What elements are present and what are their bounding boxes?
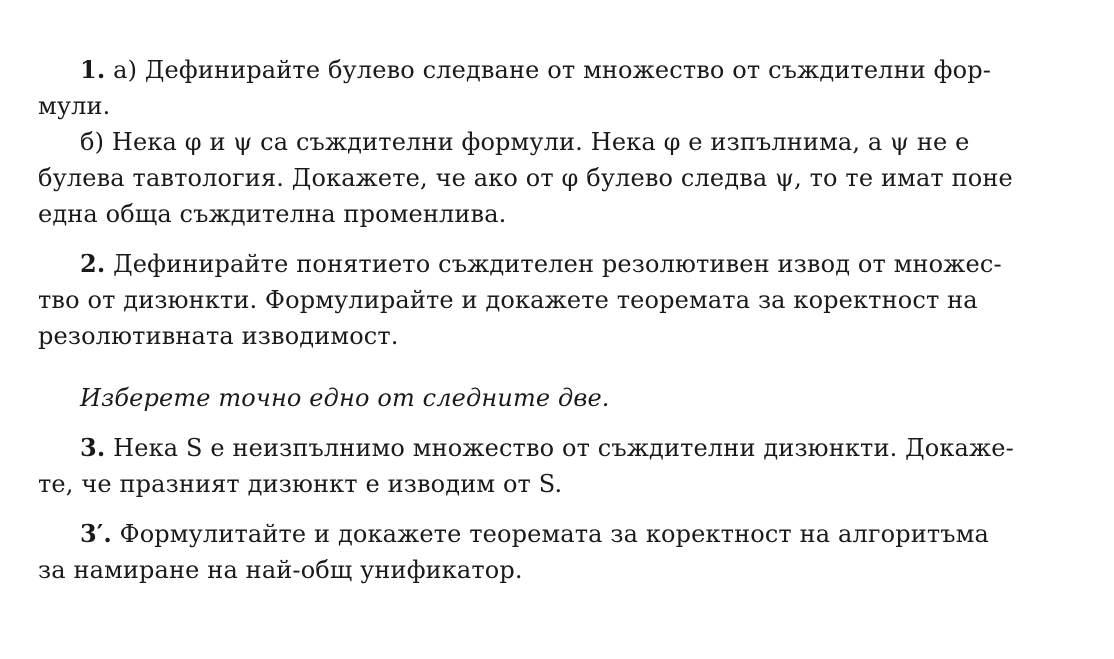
problem-2-text-line-2: тво от дизюнкти. Формулирайте и докажете теоремата за коректност на bbox=[38, 286, 978, 314]
problem-1-part-b-line-2: булева тавтология. Докажете, че ако от φ булево следва ψ, то те имат поне bbox=[38, 164, 1013, 192]
problem-3 bbox=[38, 430, 1070, 502]
problem-2-line-1 bbox=[38, 246, 1070, 282]
problem-3-number: 3. bbox=[80, 433, 106, 462]
problem-3-prime-text-line-2: за намиране на най-общ унификатор. bbox=[38, 556, 523, 584]
problem-3-text-line-1: Нека S е неизпълнимо множество от съждителни дизюнкти. Докаже- bbox=[105, 434, 1014, 462]
problem-1 bbox=[38, 52, 1070, 232]
problem-3-text-line-2: те, че празният дизюнкт е изводим от S. bbox=[38, 470, 563, 498]
problem-1-number: 1. bbox=[80, 55, 106, 84]
problem-1-part-a-line-2: мули. bbox=[38, 92, 111, 120]
problem-3-prime bbox=[38, 516, 1070, 588]
problem-3-prime-number: 3′. bbox=[80, 519, 112, 548]
problem-1-part-a-line-1: а) Дефинирайте булево следване от множество от съждителни фор- bbox=[105, 56, 991, 84]
choice-intro: Изберете точно едно от следните две. bbox=[80, 384, 610, 412]
problem-2 bbox=[38, 246, 1070, 354]
problem-1-part-b-line-1: б) Нека φ и ψ са съждителни формули. Нека φ е изпълнима, а ψ не е bbox=[80, 128, 970, 156]
problem-3-line-1 bbox=[38, 430, 1070, 466]
problem-1-part-b-line-3: една обща съждителна променлива. bbox=[38, 200, 507, 228]
problem-2-text-line-1: Дефинирайте понятието съждителен резолютивен извод от множес- bbox=[105, 250, 1002, 278]
problem-1-line-1 bbox=[38, 52, 1070, 88]
problem-3-prime-text-line-1: Формулитайте и докажете теоремата за коректност на алгоритъма bbox=[111, 520, 989, 548]
problem-2-number: 2. bbox=[80, 249, 106, 278]
problem-3-prime-line-1 bbox=[38, 516, 1070, 552]
problem-2-text-line-3: резолютивната изводимост. bbox=[38, 322, 399, 350]
